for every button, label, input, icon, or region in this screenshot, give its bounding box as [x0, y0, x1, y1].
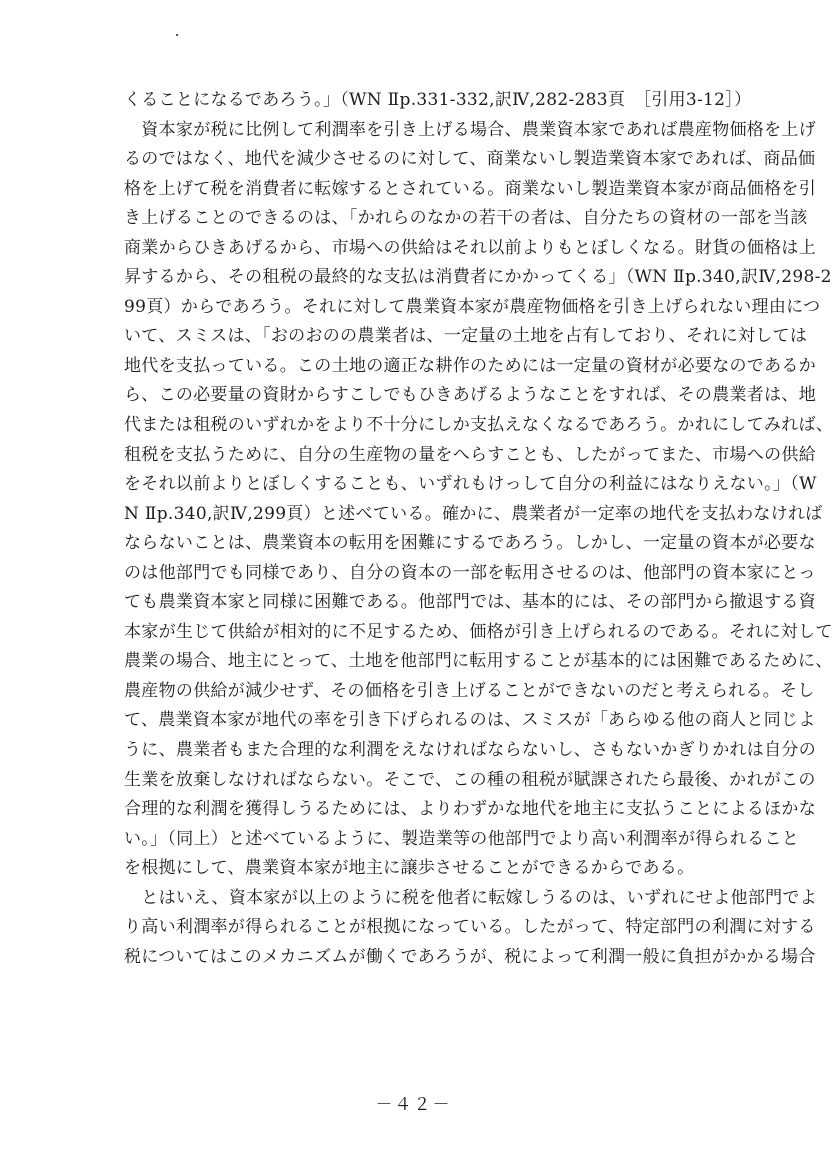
text-line: るのではなく、地代を減少させるのに対して、商業ないし製造業資本家であれば、商品価 — [124, 149, 816, 170]
text-line: 農業の場合、地主にとって、土地を他部門に転用することが基本的には困難であるために、 — [124, 651, 833, 672]
text-line: 昇するから、その租税の最終的な支払は消費者にかかってくる」（WN Ⅱp.340,訳Ⅳ,298-2 — [124, 267, 832, 288]
text-line: いて、スミスは、「おのおのの農業者は、一定量の土地を占有しており、それに対しては — [124, 326, 808, 347]
page-number: －４２－ — [375, 1095, 452, 1115]
text-line: 99頁）からであろう。それに対して農業資本家が農産物価格を引き上げられない理由につ — [124, 296, 821, 317]
text-line: を根拠にして、農業資本家が地主に譲歩させることができるからである。 — [124, 858, 695, 879]
text-line: ても農業資本家と同様に困難である。他部門では、基本的には、その部門から撤退する資 — [124, 592, 816, 613]
text-line: 生業を放棄しなければならない。そこで、この種の租税が賦課されたら最後、かれがこの — [124, 769, 816, 790]
body-text — [124, 86, 833, 972]
text-line: 税についてはこのメカニズムが働くであろうが、税によって利潤一般に負担がかかる場合 — [124, 946, 816, 967]
text-line: ならないことは、農業資本の転用を困難にするであろう。しかし、一定量の資本が必要な — [124, 533, 816, 554]
text-line: 合理的な利潤を獲得しうるためには、よりわずかな地代を地主に支払うことによるほかな — [124, 799, 816, 820]
text-line: 代または租税のいずれかをより不十分にしか支払えなくなるであろう。かれにしてみれば、 — [124, 415, 833, 436]
text-line: 本家が生じて供給が相対的に不足するため、価格が引き上げられるのである。それに対して — [124, 621, 833, 642]
text-line: 租税を支払うために、自分の生産物の量をへらすことも、したがってまた、市場への供給 — [124, 444, 816, 465]
text-line: をそれ以前よりとぼしくすることも、いずれもけっして自分の利益にはなりえない。」（W — [124, 474, 817, 495]
text-line: て、農業資本家が地代の率を引き下げられるのは、スミスが「あらゆる他の商人と同じよ — [124, 710, 816, 731]
text-line: のは他部門でも同様であり、自分の資本の一部を転用させるのは、他部門の資本家にとっ — [124, 562, 816, 583]
text-line: い。」（同上）と述べているように、製造業等の他部門でより高い利潤率が得られること — [124, 828, 799, 849]
text-line: 商業からひきあげるから、市場への供給はそれ以前よりもとぼしくなる。財貨の価格は上 — [124, 237, 816, 258]
text-line: き上げることのできるのは、「かれらのなかの若干の者は、自分たちの資材の一部を当該 — [124, 208, 808, 229]
text-line: 資本家が税に比例して利潤率を引き上げる場合、農業資本家であれば農産物価格を上げ — [124, 119, 816, 140]
text-line: N Ⅱp.340,訳Ⅳ,299頁）と述べている。確かに、農業者が一定率の地代を支払わなければ — [124, 503, 823, 524]
text-line: 農産物の供給が減少せず、その価格を引き上げることができないのだと考えられる。そし — [124, 680, 815, 701]
text-line: くることになるであろう。」（WN Ⅱp.331-332,訳Ⅳ,282-283頁 ［引用3-12］） — [124, 90, 752, 110]
text-line: とはいえ、資本家が以上のように税を他者に転嫁しうるのは、いずれにせよ他部門でよ — [124, 887, 818, 908]
text-line: 格を上げて税を消費者に転嫁するとされている。商業ないし製造業資本家が商品価格を引 — [124, 178, 816, 199]
text-line: ら、この必要量の資財からすこしでもひきあげるようなことをすれば、その農業者は、地 — [124, 385, 816, 406]
text-line: 地代を支払っている。この土地の適正な耕作のためには一定量の資材が必要なのであるか — [124, 355, 816, 376]
text-line: うに、農業者もまた合理的な利潤をえなければならないし、さもないかぎりかれは自分の — [124, 740, 816, 761]
text-line: り高い利潤率が得られることが根拠になっている。したがって、特定部門の利潤に対する — [124, 917, 816, 938]
scan-speck — [176, 34, 178, 36]
